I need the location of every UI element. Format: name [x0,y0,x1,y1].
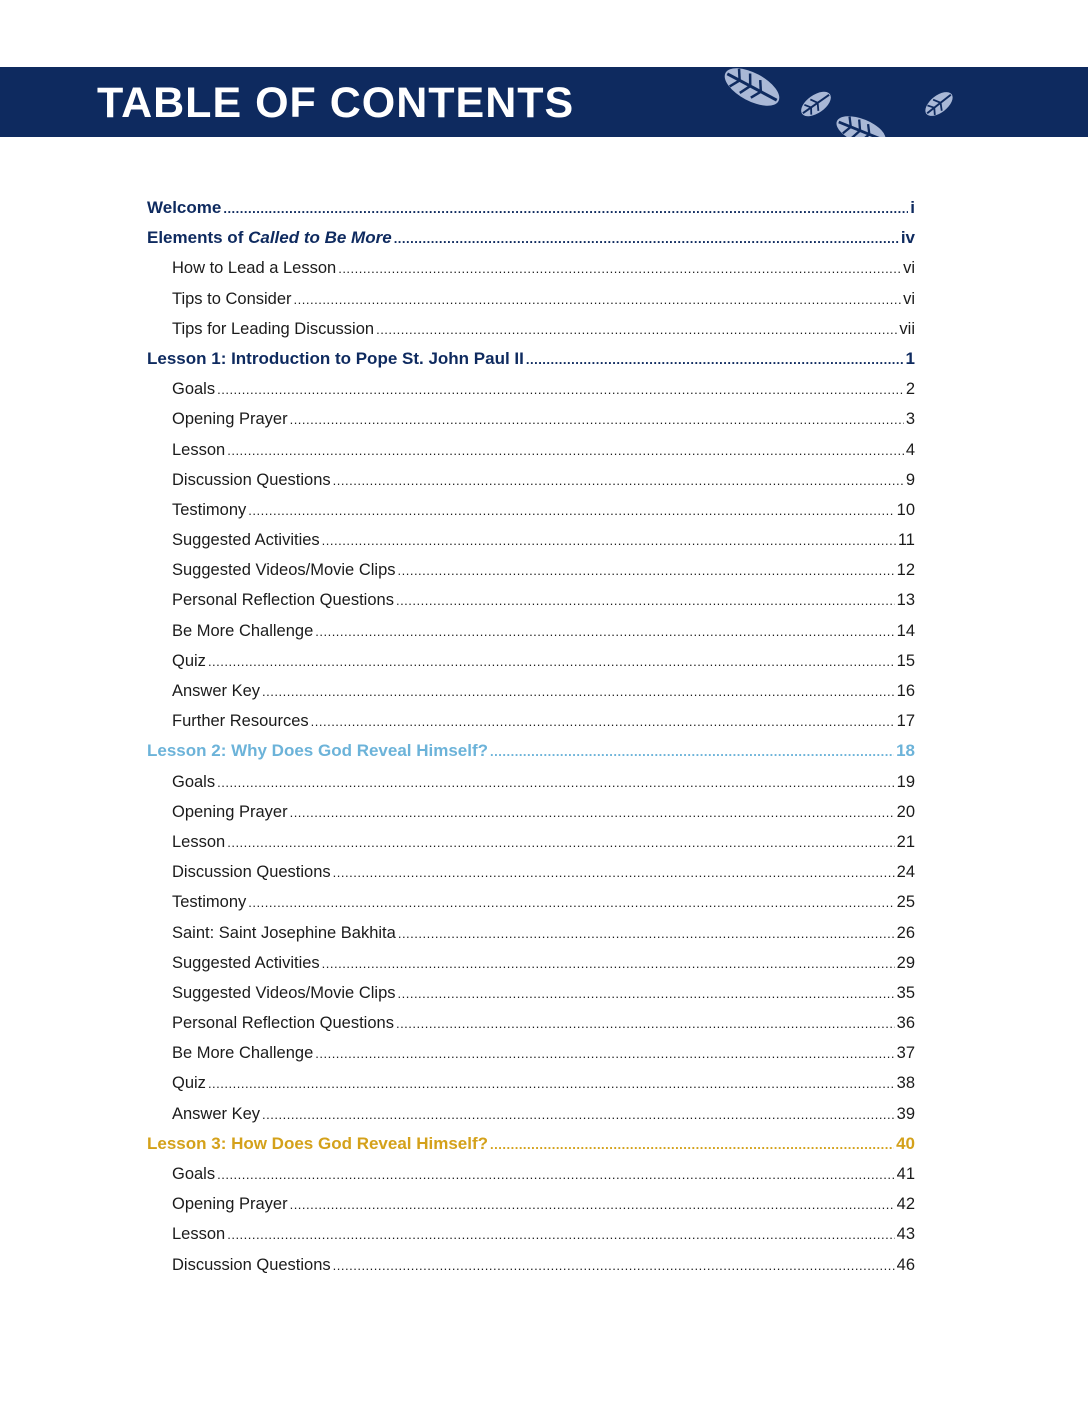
toc-page-number: 9 [905,470,915,489]
toc-page-number: 39 [896,1104,915,1123]
toc-entry[interactable] [147,1099,915,1129]
toc-page-number: 24 [896,863,915,882]
dot-leader [311,707,895,737]
toc-page-number: 43 [896,1225,915,1244]
toc-page-number: 10 [896,500,915,519]
toc-entry[interactable] [147,404,915,434]
toc-entry[interactable] [147,465,915,495]
toc-entry[interactable] [147,918,915,948]
toc-entry[interactable] [147,1159,915,1189]
toc-page-number: 1 [905,348,915,368]
toc-entry[interactable] [147,857,915,887]
toc-label: Lesson [172,832,226,851]
toc-label: Testimony [172,500,247,519]
dot-leader [333,466,904,496]
toc-entry[interactable] [147,978,915,1008]
toc-entry[interactable] [147,948,915,978]
toc-entry[interactable] [147,495,915,525]
toc-page-number: 41 [896,1165,915,1183]
dot-leader [294,285,902,315]
toc-label: Quiz [172,1074,206,1093]
toc-page-number: 4 [905,440,915,459]
toc-label: How to Lead a Lesson [172,259,337,278]
toc-entry-tips-consider[interactable] [147,284,915,314]
toc-label: Personal Reflection Questions [172,591,394,610]
toc-label: Opening Prayer [172,1195,288,1214]
toc-page-number: 26 [896,923,915,942]
toc-label: Goals [172,380,216,399]
toc-label [147,223,392,253]
dot-leader [315,1039,894,1069]
toc-label-prefix: Elements of [147,228,249,248]
toc-page-number: 20 [896,802,915,821]
toc-label: Discussion Questions [172,863,331,882]
toc-page-number: vii [899,319,915,338]
toc-label: Tips for Leading Discussion [172,319,375,338]
toc-label: Answer Key [172,682,261,700]
toc-label: Testimony [172,893,247,912]
toc-entry[interactable] [147,1189,915,1219]
leaf-icon [920,89,958,119]
toc-entry-lesson-2[interactable] [147,736,915,766]
toc-label: Opening Prayer [172,410,288,429]
toc-entry[interactable] [147,887,915,917]
dot-leader [290,405,904,435]
toc-page-number: 17 [896,712,915,731]
title-banner [0,67,1088,137]
toc-entry-welcome[interactable] [147,193,915,223]
toc-label: Further Resources [172,712,309,731]
toc-page-number: 37 [896,1044,915,1063]
dot-leader [398,979,895,1009]
dot-leader [208,1069,895,1099]
dot-leader [217,768,895,798]
toc-page-number: 21 [896,832,915,851]
toc-label: Goals [172,772,216,791]
toc-label: Opening Prayer [172,802,288,821]
toc-entry[interactable] [147,435,915,465]
leaf-icon [716,67,788,115]
dot-leader [338,254,901,284]
toc-label: Suggested Videos/Movie Clips [172,561,396,580]
toc-label: Lesson [172,1225,226,1244]
toc-page-number: 2 [905,380,915,399]
table-of-contents [147,193,915,1280]
toc-page-number: 29 [896,953,915,972]
toc-entry[interactable] [147,374,915,404]
toc-label: Be More Challenge [172,621,314,640]
toc-label: Discussion Questions [172,470,331,489]
dot-leader [398,556,895,586]
toc-label-title: Called to Be More [248,228,392,248]
toc-label: Discussion Questions [172,1255,331,1274]
toc-entry[interactable] [147,525,915,555]
toc-page-number: 25 [896,893,915,912]
toc-label: Goals [172,1165,216,1183]
toc-page-number: 16 [896,682,915,700]
toc-entry-elements[interactable] [147,223,915,253]
dot-leader [490,737,894,767]
toc-page-number: 19 [896,772,915,791]
toc-label: Suggested Activities [172,531,320,550]
toc-page-number: 15 [896,651,915,670]
toc-entry[interactable] [147,797,915,827]
toc-label: Lesson 3: How Does God Reveal Himself? [147,1133,489,1153]
toc-page-number: 46 [896,1255,915,1274]
toc-page-number: 11 [897,531,915,550]
dot-leader [322,949,895,979]
toc-entry[interactable] [147,706,915,736]
toc-entry[interactable] [147,676,915,706]
toc-entry[interactable] [147,767,915,797]
toc-entry-lesson-3[interactable] [147,1129,915,1159]
dot-leader [490,1130,894,1160]
page-title: TABLE OF CONTENTS [97,79,575,127]
dot-leader [322,526,896,556]
toc-page-number: 18 [896,741,915,761]
toc-page-number: 42 [896,1195,915,1214]
dot-leader [290,798,895,828]
dot-leader [290,1190,895,1220]
dot-leader [217,1160,895,1190]
toc-entry-how-to-lead[interactable] [147,253,915,283]
toc-entry[interactable] [147,827,915,857]
toc-label: Welcome [147,198,222,217]
dot-leader [376,315,897,345]
dot-leader [208,647,895,677]
toc-label: Be More Challenge [172,1044,314,1063]
toc-entry[interactable] [147,1068,915,1098]
dot-leader [248,888,894,918]
dot-leader [398,919,895,949]
toc-entry[interactable] [147,1250,915,1280]
dot-leader [526,345,904,375]
toc-page-number: vi [903,259,915,278]
dot-leader [248,496,894,526]
toc-entry[interactable] [147,616,915,646]
dot-leader [262,677,895,707]
toc-entry[interactable] [147,555,915,585]
toc-entry[interactable] [147,1038,915,1068]
toc-page-number: iv [900,228,915,248]
toc-label: Saint: Saint Josephine Bakhita [172,923,396,942]
dot-leader [217,375,904,405]
toc-entry-tips-discussion[interactable] [147,314,915,344]
toc-label: Suggested Videos/Movie Clips [172,983,396,1002]
dot-leader [396,586,895,616]
toc-entry[interactable] [147,585,915,615]
toc-page-number: 38 [896,1074,915,1093]
toc-label: Answer Key [172,1104,261,1123]
toc-entry[interactable] [147,1219,915,1249]
toc-label: Lesson 2: Why Does God Reveal Himself? [147,741,489,761]
dot-leader [315,617,894,647]
toc-page-number: 13 [896,591,915,610]
dot-leader [262,1100,895,1130]
toc-label: Quiz [172,651,206,670]
dot-leader [227,436,904,466]
toc-entry[interactable] [147,1008,915,1038]
toc-page-number: 3 [905,410,915,429]
dot-leader [223,194,908,224]
toc-page-number: vi [903,289,915,308]
dot-leader [394,224,899,254]
leaf-icon [830,109,892,137]
dot-leader [227,1220,894,1250]
toc-entry[interactable] [147,646,915,676]
toc-page-number: 14 [896,621,915,640]
toc-page-number: 36 [896,1014,915,1033]
toc-entry-lesson-1[interactable] [147,344,915,374]
toc-label: Lesson 1: Introduction to Pope St. John Paul II [147,348,524,368]
toc-page-number: i [910,198,915,217]
dot-leader [227,828,894,858]
toc-label: Lesson [172,440,226,459]
dot-leader [396,1009,895,1039]
toc-page-number: 12 [896,561,915,580]
toc-label: Personal Reflection Questions [172,1014,394,1033]
dot-leader [333,858,895,888]
toc-page-number: 35 [896,983,915,1002]
dot-leader [333,1251,895,1281]
toc-label: Suggested Activities [172,953,320,972]
toc-page-number: 40 [896,1133,915,1153]
toc-label: Tips to Consider [172,289,292,308]
